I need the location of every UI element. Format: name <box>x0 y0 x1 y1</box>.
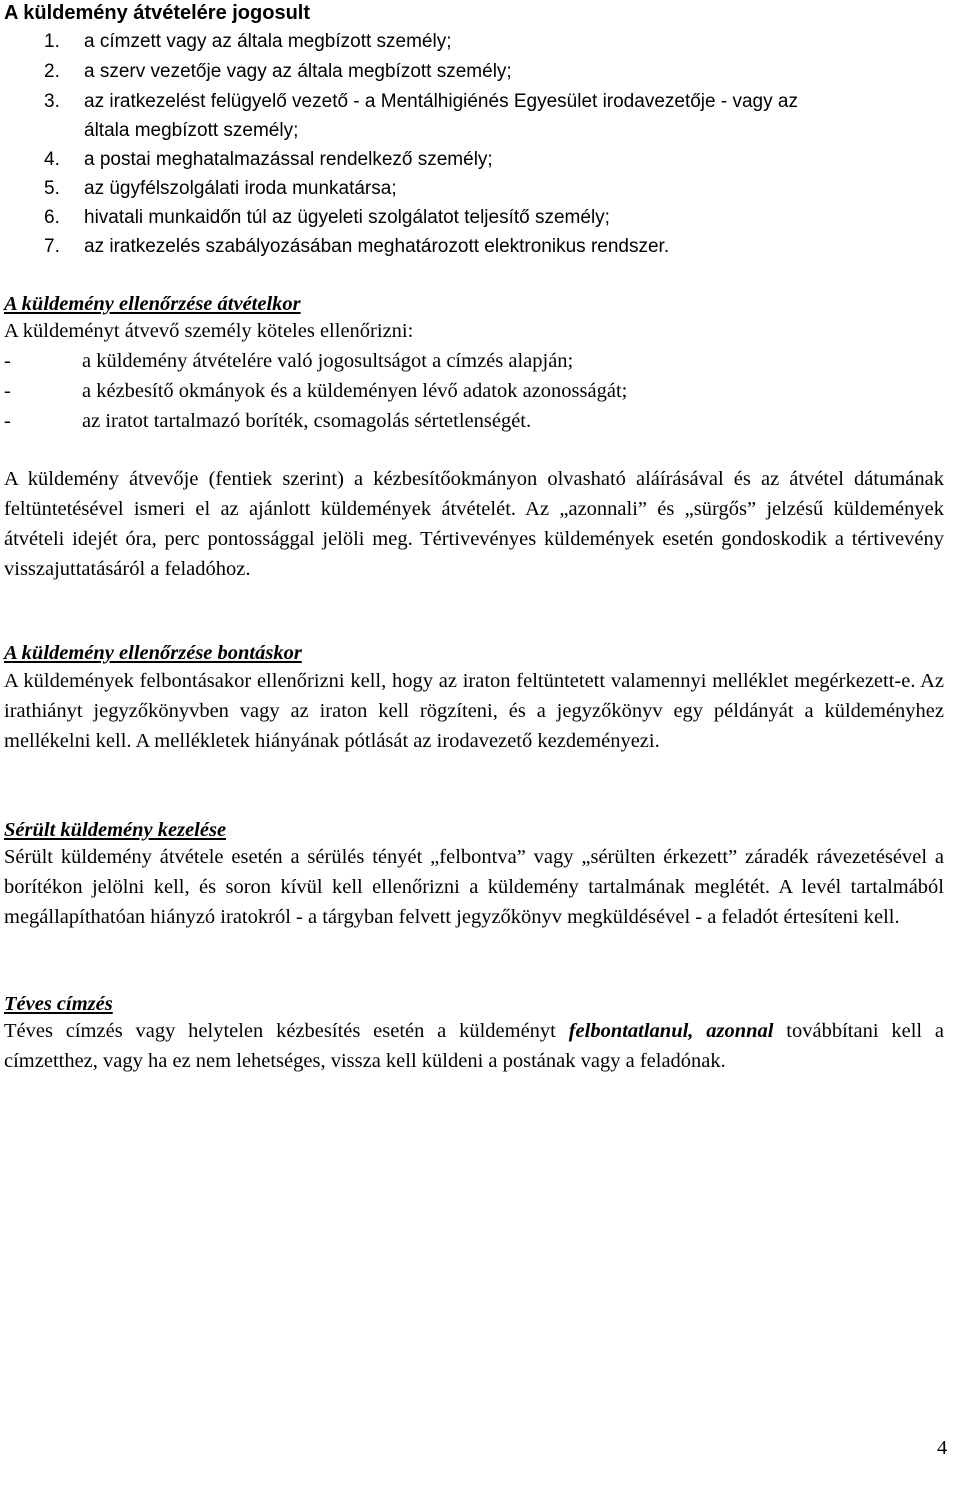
bullet-dash: - <box>4 410 11 432</box>
damaged-paragraph: Sérült küldemény átvétele esetén a sérülés tényét „felbontva” vagy „sérülten érkezett” záradék rávezetésével a borítékon jelölni kell, és soron kívül kell ellenőrizni a küldemény tartalmának meglétét. A levél tartalmából megállapíthatóan hiányzó iratokról - a tárgyban felvett jegyzőkönyv megküldésével - a feladót értesíteni kell. <box>4 846 944 928</box>
list-text: általa megbízott személy; <box>84 120 299 141</box>
intro-text: A küldeményt átvevő személy köteles ellenőrizni: <box>4 320 414 342</box>
paragraph-text: továbbítani kell a címzetthez, vagy ha ez nem lehetséges, vissza kell küldeni a postának vagy a feladónak. <box>4 1020 944 1072</box>
wrong-address-paragraph <box>4 1016 944 1076</box>
list-text: az iratkezelés szabályozásában meghatározott elektronikus rendszer. <box>84 236 670 257</box>
list-number: 6. <box>44 207 60 228</box>
list-text: hivatali munkaidőn túl az ügyeleti szolgálatot teljesítő személy; <box>84 207 610 228</box>
bullet-text: a kézbesítő okmányok és a küldeményen lévő adatok azonosságát; <box>82 380 628 402</box>
bullet-dash: - <box>4 350 11 372</box>
list-text: a szerv vezetője vagy az általa megbízott személy; <box>84 61 512 82</box>
list-number: 1. <box>44 31 60 52</box>
section-heading-recipient: A küldemény átvételére jogosult <box>4 2 311 24</box>
list-number: 3. <box>44 91 60 112</box>
bullet-text: az iratot tartalmazó boríték, csomagolás sértetlenségét. <box>82 410 532 432</box>
paragraph-text: Téves címzés vagy helytelen kézbesítés esetén a küldeményt <box>4 1020 569 1042</box>
list-number: 5. <box>44 178 60 199</box>
receipt-paragraph: A küldemény átvevője (fentiek szerint) a kézbesítőokmányon olvasható aláírásával és az átvétel dátumának feltüntetésével ismeri el az ajánlott küldemények átvételét. Az „azonnali” és „sürgős” jelzésű küldemények átvételi idejét óra, perc pontossággal jelöli meg. Tértivevényes küldemények esetén gondoskodik a tértivevény visszajuttatásáról a feladóhoz. <box>4 468 944 580</box>
emphasis-text: felbontatlanul, azonnal <box>568 1020 774 1042</box>
list-text: a címzett vagy az általa megbízott személy; <box>84 31 452 52</box>
list-number: 7. <box>44 236 60 257</box>
bullet-dash: - <box>4 380 11 402</box>
list-text: az ügyfélszolgálati iroda munkatársa; <box>84 178 397 199</box>
page-number: 4 <box>937 1437 948 1459</box>
bullet-text: a küldemény átvételére való jogosultságot a címzés alapján; <box>82 350 574 372</box>
list-text: az iratkezelést felügyelő vezető - a Mentálhigiénés Egyesület irodavezetője - vagy az <box>84 91 798 112</box>
opening-paragraph: A küldemények felbontásakor ellenőrizni kell, hogy az iraton feltüntetett valamennyi melléklet megérkezett-e. Az irathiányt jegyzőkönyvben vagy az iraton kell rögzíteni, és a jegyzőkönyv egy példányát a küldeményhez mellékelni kell. A mellékletek hiányának pótlását az irodavezető kezdeményezi. <box>4 670 944 752</box>
list-number: 4. <box>44 149 60 170</box>
section-heading-wrong-address: Téves címzés <box>4 993 113 1015</box>
section-heading-opening-check: A küldemény ellenőrzése bontáskor <box>4 642 302 664</box>
list-text: a postai meghatalmazással rendelkező személy; <box>84 149 493 170</box>
section-heading-damaged-item: Sérült küldemény kezelése <box>4 819 227 841</box>
list-number: 2. <box>44 61 60 82</box>
section-heading-receipt-check: A küldemény ellenőrzése átvételkor <box>4 293 301 315</box>
